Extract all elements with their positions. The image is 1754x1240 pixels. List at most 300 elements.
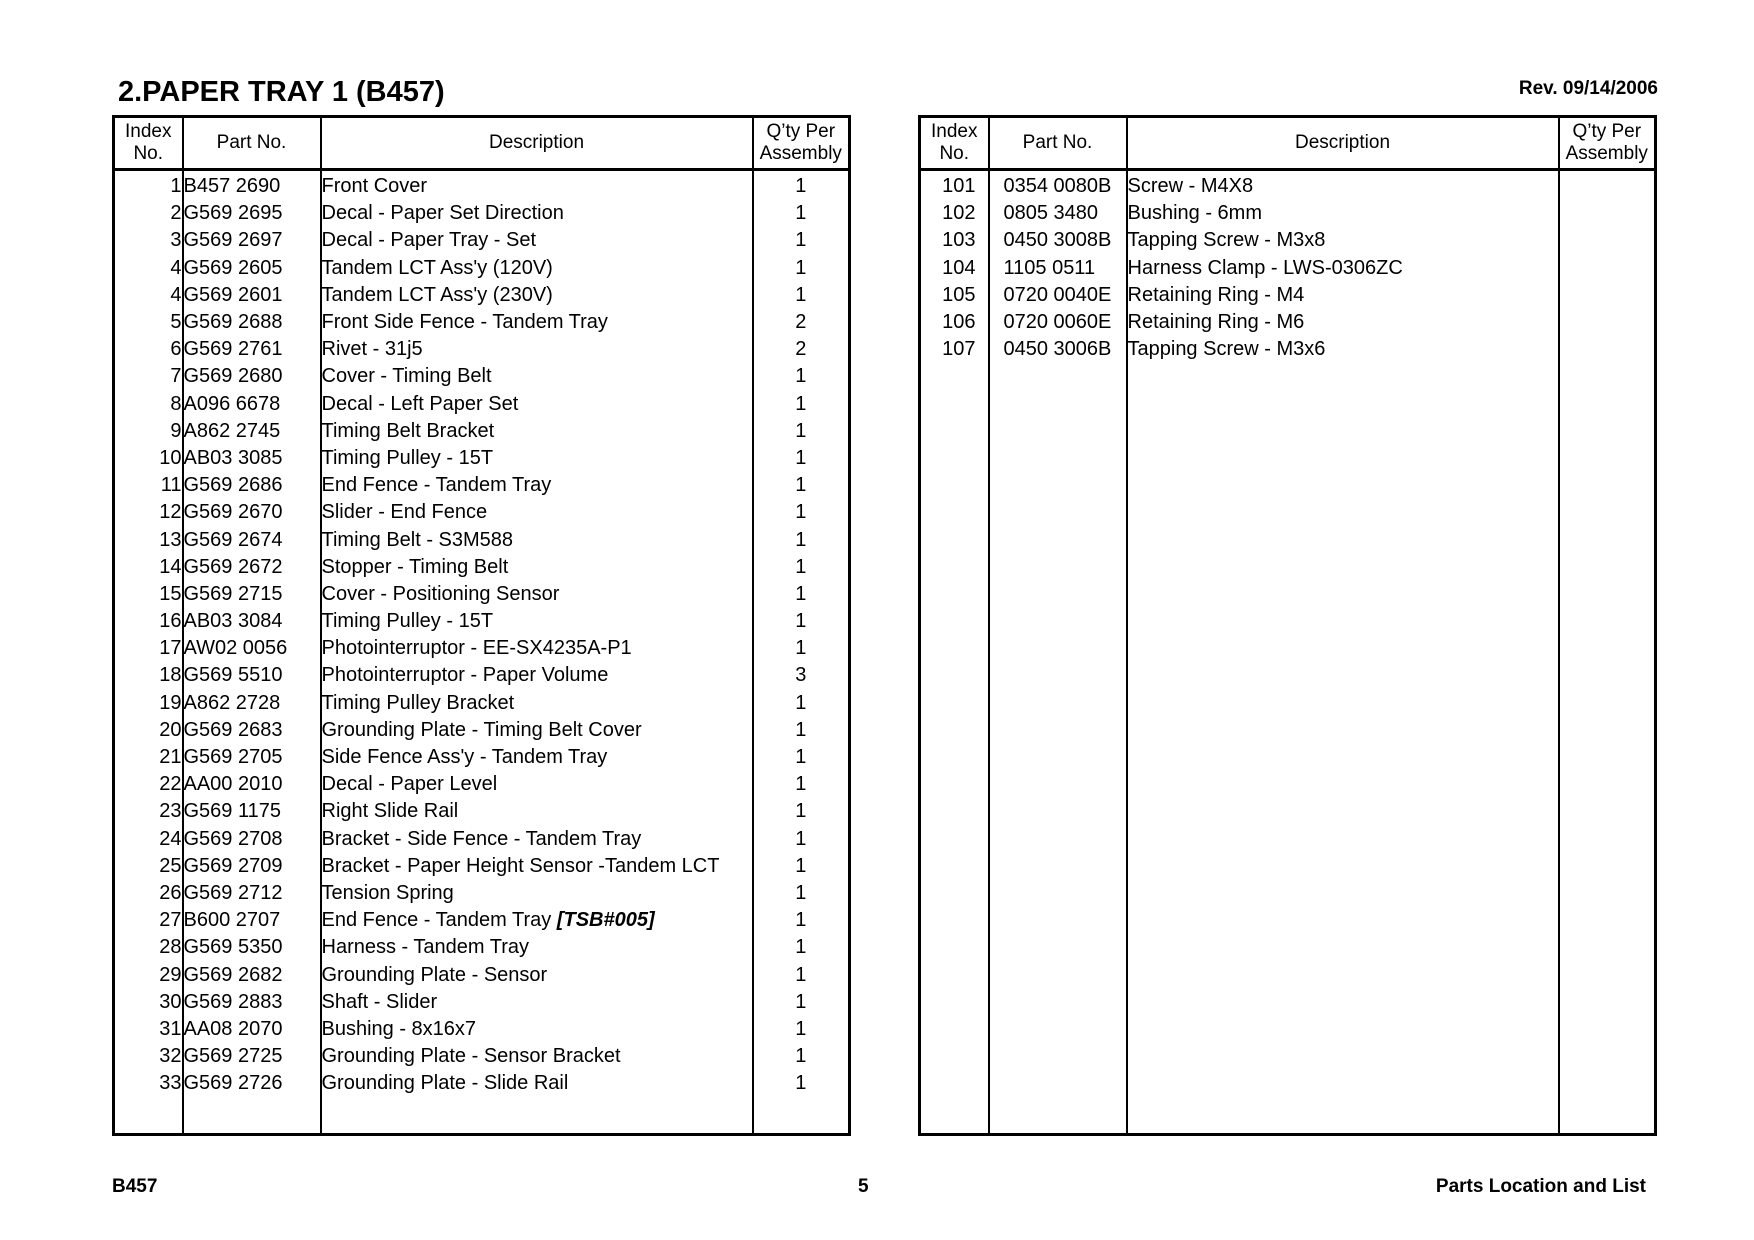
qty-cell xyxy=(1559,1043,1656,1070)
part-no-cell: 1105 0511 xyxy=(989,255,1127,282)
qty-cell xyxy=(1559,472,1656,499)
table-filler-row xyxy=(920,1097,1656,1135)
qty-cell: 1 xyxy=(753,499,850,526)
table-row xyxy=(920,554,1656,581)
table-row xyxy=(920,635,1656,662)
index-cell: 19 xyxy=(159,691,182,714)
index-cell: 106 xyxy=(942,311,976,334)
table-row xyxy=(114,282,850,309)
tsb-note: [TSB#005] xyxy=(556,909,655,932)
part-no-cell xyxy=(989,608,1127,635)
description-cell xyxy=(1127,581,1559,608)
part-no-cell: G569 2682 xyxy=(183,961,321,988)
qty-cell: 1 xyxy=(753,880,850,907)
index-cell xyxy=(920,554,989,581)
table-row xyxy=(114,690,850,717)
part-no-cell xyxy=(989,989,1127,1016)
part-no-cell: G569 2605 xyxy=(183,255,321,282)
table-row xyxy=(920,717,1656,744)
description-cell: Cover - Timing Belt xyxy=(321,363,753,390)
description-cell xyxy=(1127,445,1559,472)
table-row xyxy=(114,581,850,608)
qty-cell xyxy=(1559,853,1656,880)
qty-cell: 1 xyxy=(753,581,850,608)
table-row xyxy=(114,826,850,853)
part-no-cell: A862 2728 xyxy=(183,690,321,717)
description-cell: Timing Belt Bracket xyxy=(321,418,753,445)
description-cell xyxy=(1127,526,1559,553)
qty-cell: 1 xyxy=(753,363,850,390)
description-cell: Bushing - 8x16x7 xyxy=(321,1016,753,1043)
description-cell: Retaining Ring - M4 xyxy=(1127,282,1559,309)
index-cell: 101 xyxy=(942,175,976,198)
part-no-cell: B600 2707 xyxy=(183,907,321,934)
part-no-cell: G569 2670 xyxy=(183,499,321,526)
index-cell: 12 xyxy=(159,501,182,524)
column-header-description: Description xyxy=(321,117,753,170)
empty-cell xyxy=(920,1097,989,1135)
index-cell: 9 xyxy=(170,419,182,442)
index-cell: 25 xyxy=(159,854,182,877)
part-no-cell: G569 2712 xyxy=(183,880,321,907)
part-no-cell: AW02 0056 xyxy=(183,635,321,662)
table-row xyxy=(114,717,850,744)
index-cell xyxy=(920,391,989,418)
part-no-cell xyxy=(989,445,1127,472)
table-row xyxy=(920,826,1656,853)
qty-cell: 1 xyxy=(753,907,850,934)
description-cell xyxy=(1127,961,1559,988)
qty-cell xyxy=(1559,363,1656,390)
qty-cell xyxy=(1559,255,1656,282)
index-cell xyxy=(920,826,989,853)
table-row xyxy=(114,771,850,798)
description-cell xyxy=(1127,554,1559,581)
index-cell: 13 xyxy=(159,528,182,551)
part-no-cell xyxy=(989,934,1127,961)
description-cell xyxy=(1127,880,1559,907)
qty-cell xyxy=(1559,989,1656,1016)
description-cell xyxy=(1127,472,1559,499)
description-cell: Photointerruptor - Paper Volume xyxy=(321,662,753,689)
table-row xyxy=(920,907,1656,934)
index-cell xyxy=(920,662,989,689)
parts-table-left-body xyxy=(114,170,850,1135)
index-cell xyxy=(920,1070,989,1097)
table-row xyxy=(920,363,1656,390)
empty-cell xyxy=(321,1097,753,1135)
qty-cell xyxy=(1559,282,1656,309)
table-header-row xyxy=(920,117,1656,170)
index-cell: 11 xyxy=(160,474,182,497)
index-cell xyxy=(920,418,989,445)
qty-cell xyxy=(1559,170,1656,201)
table-row xyxy=(920,1016,1656,1043)
index-cell xyxy=(920,608,989,635)
qty-cell: 1 xyxy=(753,200,850,227)
table-row xyxy=(114,880,850,907)
part-no-cell xyxy=(989,907,1127,934)
description-cell: Grounding Plate - Sensor Bracket xyxy=(321,1043,753,1070)
qty-cell: 1 xyxy=(753,1043,850,1070)
index-cell: 107 xyxy=(942,338,976,361)
index-cell: 103 xyxy=(942,229,976,252)
index-cell: 1 xyxy=(170,175,182,198)
index-cell: 20 xyxy=(159,718,182,741)
empty-cell xyxy=(753,1097,850,1135)
description-cell xyxy=(1127,989,1559,1016)
qty-cell: 1 xyxy=(753,717,850,744)
part-no-cell xyxy=(989,717,1127,744)
table-row xyxy=(114,934,850,961)
description-cell xyxy=(1127,608,1559,635)
part-no-cell: AA00 2010 xyxy=(183,771,321,798)
part-no-cell: 0450 3008B xyxy=(989,227,1127,254)
description-cell: Decal - Paper Level xyxy=(321,771,753,798)
index-cell: 24 xyxy=(159,827,182,850)
index-cell xyxy=(920,690,989,717)
qty-cell xyxy=(1559,499,1656,526)
table-row xyxy=(114,309,850,336)
qty-cell: 3 xyxy=(753,662,850,689)
footer-page-number: 5 xyxy=(858,1176,869,1197)
description-cell: Front Cover xyxy=(321,170,753,201)
table-row xyxy=(114,798,850,825)
qty-cell: 2 xyxy=(753,309,850,336)
description-cell: Grounding Plate - Sensor xyxy=(321,961,753,988)
part-no-cell: A096 6678 xyxy=(183,391,321,418)
table-row xyxy=(920,961,1656,988)
description-cell: Tension Spring xyxy=(321,880,753,907)
part-no-cell: A862 2745 xyxy=(183,418,321,445)
empty-cell xyxy=(183,1097,321,1135)
part-no-cell xyxy=(989,853,1127,880)
part-no-cell: G569 2725 xyxy=(183,1043,321,1070)
description-cell xyxy=(1127,744,1559,771)
part-no-cell xyxy=(989,961,1127,988)
qty-cell xyxy=(1559,526,1656,553)
part-no-cell xyxy=(989,690,1127,717)
description-cell xyxy=(1127,662,1559,689)
part-no-cell xyxy=(989,472,1127,499)
table-row xyxy=(114,499,850,526)
description-cell: Tapping Screw - M3x6 xyxy=(1127,336,1559,363)
part-no-cell: B457 2690 xyxy=(183,170,321,201)
description-cell: Tandem LCT Ass'y (120V) xyxy=(321,255,753,282)
description-cell: End Fence - Tandem Tray xyxy=(321,472,753,499)
part-no-cell: G569 1175 xyxy=(183,798,321,825)
table-row xyxy=(920,798,1656,825)
table-row xyxy=(920,690,1656,717)
part-no-cell xyxy=(989,880,1127,907)
table-row xyxy=(920,200,1656,227)
description-cell xyxy=(1127,907,1559,934)
part-no-cell xyxy=(989,635,1127,662)
qty-cell: 1 xyxy=(753,961,850,988)
description-cell: Bracket - Side Fence - Tandem Tray xyxy=(321,826,753,853)
description-cell: Bracket - Paper Height Sensor -Tandem LCT xyxy=(321,853,753,880)
index-cell xyxy=(920,744,989,771)
table-row xyxy=(114,989,850,1016)
index-cell: 105 xyxy=(942,283,976,306)
qty-cell xyxy=(1559,554,1656,581)
description-cell xyxy=(1127,499,1559,526)
footer-section: Parts Location and List xyxy=(1435,1176,1646,1197)
qty-cell xyxy=(1559,717,1656,744)
table-row xyxy=(114,662,850,689)
table-row xyxy=(114,170,850,201)
qty-cell: 1 xyxy=(753,989,850,1016)
description-cell: Screw - M4X8 xyxy=(1127,170,1559,201)
table-row xyxy=(114,445,850,472)
empty-cell xyxy=(1559,1097,1656,1135)
qty-cell: 1 xyxy=(753,1016,850,1043)
table-row xyxy=(920,744,1656,771)
index-cell xyxy=(920,907,989,934)
table-row xyxy=(920,255,1656,282)
part-no-cell xyxy=(989,1043,1127,1070)
index-cell xyxy=(920,1043,989,1070)
qty-cell xyxy=(1559,934,1656,961)
index-cell: 21 xyxy=(159,746,182,769)
index-cell xyxy=(920,445,989,472)
table-row xyxy=(114,608,850,635)
table-row xyxy=(920,445,1656,472)
index-cell: 33 xyxy=(159,1072,182,1095)
part-no-cell: G569 2726 xyxy=(183,1070,321,1097)
column-header-qty: Q’ty Per Assembly xyxy=(1559,117,1656,170)
description-cell: Cover - Positioning Sensor xyxy=(321,581,753,608)
table-row xyxy=(114,227,850,254)
table-row xyxy=(920,989,1656,1016)
description-cell xyxy=(1127,717,1559,744)
description-cell: Decal - Left Paper Set xyxy=(321,391,753,418)
part-no-cell: AA08 2070 xyxy=(183,1016,321,1043)
part-no-cell: G569 2674 xyxy=(183,526,321,553)
qty-cell xyxy=(1559,1016,1656,1043)
index-cell xyxy=(920,635,989,662)
qty-cell: 1 xyxy=(753,635,850,662)
column-header-index: Index No. xyxy=(114,117,183,170)
table-row xyxy=(920,526,1656,553)
part-no-cell xyxy=(989,826,1127,853)
part-no-cell xyxy=(989,771,1127,798)
empty-cell xyxy=(1127,1097,1559,1135)
table-filler-row xyxy=(114,1097,850,1135)
qty-cell xyxy=(1559,961,1656,988)
part-no-cell xyxy=(989,526,1127,553)
index-cell xyxy=(920,880,989,907)
index-cell: 6 xyxy=(170,338,182,361)
part-no-cell xyxy=(989,499,1127,526)
table-row xyxy=(920,309,1656,336)
qty-cell xyxy=(1559,662,1656,689)
part-no-cell: 0354 0080B xyxy=(989,170,1127,201)
part-no-cell xyxy=(989,662,1127,689)
parts-table-right-body xyxy=(920,170,1656,1135)
column-header-index: Index No. xyxy=(920,117,989,170)
part-no-cell: G569 2695 xyxy=(183,200,321,227)
part-no-cell: G569 2601 xyxy=(183,282,321,309)
table-row xyxy=(114,391,850,418)
description-cell: Right Slide Rail xyxy=(321,798,753,825)
table-row xyxy=(114,1070,850,1097)
table-row xyxy=(114,961,850,988)
description-cell xyxy=(1127,771,1559,798)
description-cell: Bushing - 6mm xyxy=(1127,200,1559,227)
part-no-cell: AB03 3084 xyxy=(183,608,321,635)
qty-cell: 1 xyxy=(753,826,850,853)
part-no-cell xyxy=(989,581,1127,608)
index-cell xyxy=(920,526,989,553)
index-cell: 102 xyxy=(942,202,976,225)
qty-cell: 1 xyxy=(753,798,850,825)
qty-cell: 1 xyxy=(753,255,850,282)
table-row xyxy=(114,554,850,581)
index-cell: 14 xyxy=(159,555,182,578)
index-cell: 8 xyxy=(170,392,182,415)
qty-cell: 1 xyxy=(753,445,850,472)
table-row xyxy=(114,418,850,445)
empty-cell xyxy=(989,1097,1127,1135)
index-cell: 7 xyxy=(170,365,182,388)
index-cell xyxy=(920,363,989,390)
description-cell: Front Side Fence - Tandem Tray xyxy=(321,309,753,336)
description-cell xyxy=(1127,391,1559,418)
qty-cell xyxy=(1559,771,1656,798)
part-no-cell: G569 2686 xyxy=(183,472,321,499)
qty-cell xyxy=(1559,200,1656,227)
part-no-cell: G569 2715 xyxy=(183,581,321,608)
qty-cell: 1 xyxy=(753,744,850,771)
description-cell: Timing Pulley - 15T xyxy=(321,608,753,635)
part-no-cell: AB03 3085 xyxy=(183,445,321,472)
qty-cell: 1 xyxy=(753,1070,850,1097)
index-cell: 32 xyxy=(159,1045,182,1068)
part-no-cell xyxy=(989,1070,1127,1097)
column-header-part-no: Part No. xyxy=(989,117,1127,170)
index-cell xyxy=(920,989,989,1016)
table-row xyxy=(114,526,850,553)
table-row xyxy=(920,472,1656,499)
description-cell: Tapping Screw - M3x8 xyxy=(1127,227,1559,254)
index-cell: 29 xyxy=(159,963,182,986)
description-cell: Harness - Tandem Tray xyxy=(321,934,753,961)
qty-cell xyxy=(1559,418,1656,445)
description-cell xyxy=(1127,853,1559,880)
index-cell: 15 xyxy=(159,582,182,605)
index-cell: 4 xyxy=(170,283,182,306)
description-cell: Decal - Paper Set Direction xyxy=(321,200,753,227)
part-no-cell: G569 2672 xyxy=(183,554,321,581)
description-cell: Tandem LCT Ass'y (230V) xyxy=(321,282,753,309)
qty-cell: 1 xyxy=(753,608,850,635)
index-cell xyxy=(920,853,989,880)
index-cell: 26 xyxy=(159,881,182,904)
table-row xyxy=(114,363,850,390)
part-no-cell xyxy=(989,554,1127,581)
qty-cell xyxy=(1559,445,1656,472)
part-no-cell xyxy=(989,418,1127,445)
index-cell: 23 xyxy=(159,800,182,823)
part-no-cell xyxy=(989,363,1127,390)
table-row xyxy=(920,880,1656,907)
part-no-cell: G569 5350 xyxy=(183,934,321,961)
description-cell: Side Fence Ass'y - Tandem Tray xyxy=(321,744,753,771)
qty-cell xyxy=(1559,336,1656,363)
index-cell xyxy=(920,717,989,744)
index-cell: 30 xyxy=(159,990,182,1013)
qty-cell: 2 xyxy=(753,336,850,363)
description-cell xyxy=(1127,1043,1559,1070)
description-cell xyxy=(1127,798,1559,825)
index-cell: 10 xyxy=(159,446,182,469)
qty-cell xyxy=(1559,798,1656,825)
qty-cell: 1 xyxy=(753,526,850,553)
table-row xyxy=(114,200,850,227)
qty-cell xyxy=(1559,391,1656,418)
part-no-cell: G569 2708 xyxy=(183,826,321,853)
qty-cell: 1 xyxy=(753,771,850,798)
table-row xyxy=(920,1070,1656,1097)
part-no-cell xyxy=(989,744,1127,771)
page-title: 2.PAPER TRAY 1 (B457) xyxy=(118,76,445,108)
description-cell xyxy=(1127,418,1559,445)
table-row xyxy=(920,934,1656,961)
footer-model: B457 xyxy=(112,1176,158,1197)
qty-cell: 1 xyxy=(753,934,850,961)
column-header-description: Description xyxy=(1127,117,1559,170)
table-row xyxy=(920,336,1656,363)
part-no-cell: G569 2688 xyxy=(183,309,321,336)
description-cell: Harness Clamp - LWS-0306ZC xyxy=(1127,255,1559,282)
qty-cell: 1 xyxy=(753,690,850,717)
qty-cell: 1 xyxy=(753,554,850,581)
description-cell: Timing Pulley Bracket xyxy=(321,690,753,717)
qty-cell xyxy=(1559,880,1656,907)
empty-cell xyxy=(114,1097,183,1135)
index-cell: 4 xyxy=(170,256,182,279)
description-cell xyxy=(1127,363,1559,390)
description-cell: Timing Pulley - 15T xyxy=(321,445,753,472)
table-row xyxy=(920,608,1656,635)
index-cell: 2 xyxy=(170,202,182,225)
index-cell xyxy=(920,961,989,988)
part-no-cell: 0805 3480 xyxy=(989,200,1127,227)
table-row xyxy=(920,662,1656,689)
part-no-cell: G569 2680 xyxy=(183,363,321,390)
index-cell: 18 xyxy=(159,664,182,687)
description-cell: Decal - Paper Tray - Set xyxy=(321,227,753,254)
qty-cell xyxy=(1559,690,1656,717)
part-no-cell: 0720 0040E xyxy=(989,282,1127,309)
index-cell xyxy=(920,1016,989,1043)
table-row xyxy=(920,581,1656,608)
table-header-row xyxy=(114,117,850,170)
description-cell: Retaining Ring - M6 xyxy=(1127,309,1559,336)
column-header-part-no: Part No. xyxy=(183,117,321,170)
qty-cell xyxy=(1559,826,1656,853)
qty-cell: 1 xyxy=(753,227,850,254)
qty-cell: 1 xyxy=(753,853,850,880)
index-cell: 22 xyxy=(159,773,182,796)
table-row xyxy=(920,391,1656,418)
index-cell: 31 xyxy=(159,1017,182,1040)
qty-cell xyxy=(1559,744,1656,771)
index-cell xyxy=(920,472,989,499)
qty-cell: 1 xyxy=(753,391,850,418)
qty-cell xyxy=(1559,581,1656,608)
